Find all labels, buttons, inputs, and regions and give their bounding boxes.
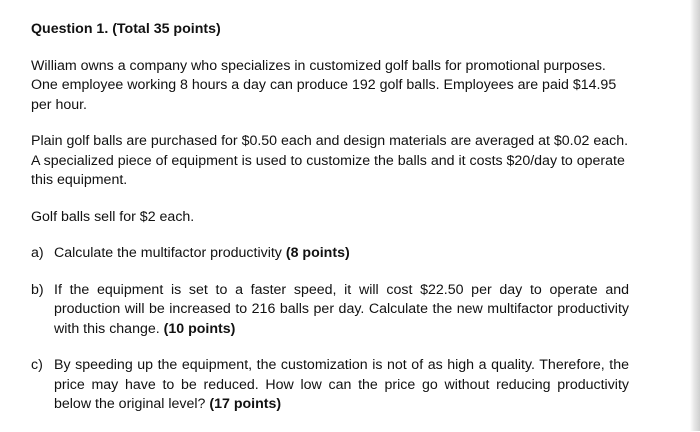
intro-paragraph: William owns a company who specializes in customized golf balls for promotional purposes. One employee working 8 hours a day can produce 192 golf balls. Employees are paid $14.95 per hour. (31, 57, 617, 113)
part-a-marker: a) (31, 245, 44, 261)
part-b-marker: b) (31, 281, 44, 298)
cost-paragraph: Plain golf balls are purchased for $0.50 each and design materials are averaged at $0.02 each. A specialized piece of equipment is used to customize the balls and it costs $20/day to operate this equipment. (31, 133, 629, 188)
part-a-text (54, 244, 629, 264)
part-a-points: (8 points) (285, 245, 350, 261)
question-title: Question 1. (Total 35 points) (31, 21, 221, 37)
price-paragraph: Golf balls sell for $2 each. (31, 208, 195, 225)
part-c-text (54, 356, 629, 415)
page-edge-shadow (690, 0, 700, 431)
part-c-question: By speeding up the equipment, the customization is not of as high a quality. Therefore, the price may have to be reduced. How low can the price go without reducing productivity below the original level? (54, 357, 629, 412)
part-c-points: (17 points) (209, 396, 282, 412)
part-b-question: If the equipment is set to a faster speed, it will cost $22.50 per day to operate and production will be increased to 216 balls per day. Calculate the new multifactor productivity with this change. (54, 281, 629, 337)
part-c (31, 356, 629, 415)
part-b-points: (10 points) (163, 320, 236, 337)
part-b-text (54, 281, 629, 340)
part-a-question: Calculate the multifactor productivity (54, 245, 286, 261)
question-block (31, 20, 629, 432)
part-b (31, 281, 629, 340)
part-a (31, 244, 629, 264)
part-c-marker: c) (31, 357, 43, 373)
